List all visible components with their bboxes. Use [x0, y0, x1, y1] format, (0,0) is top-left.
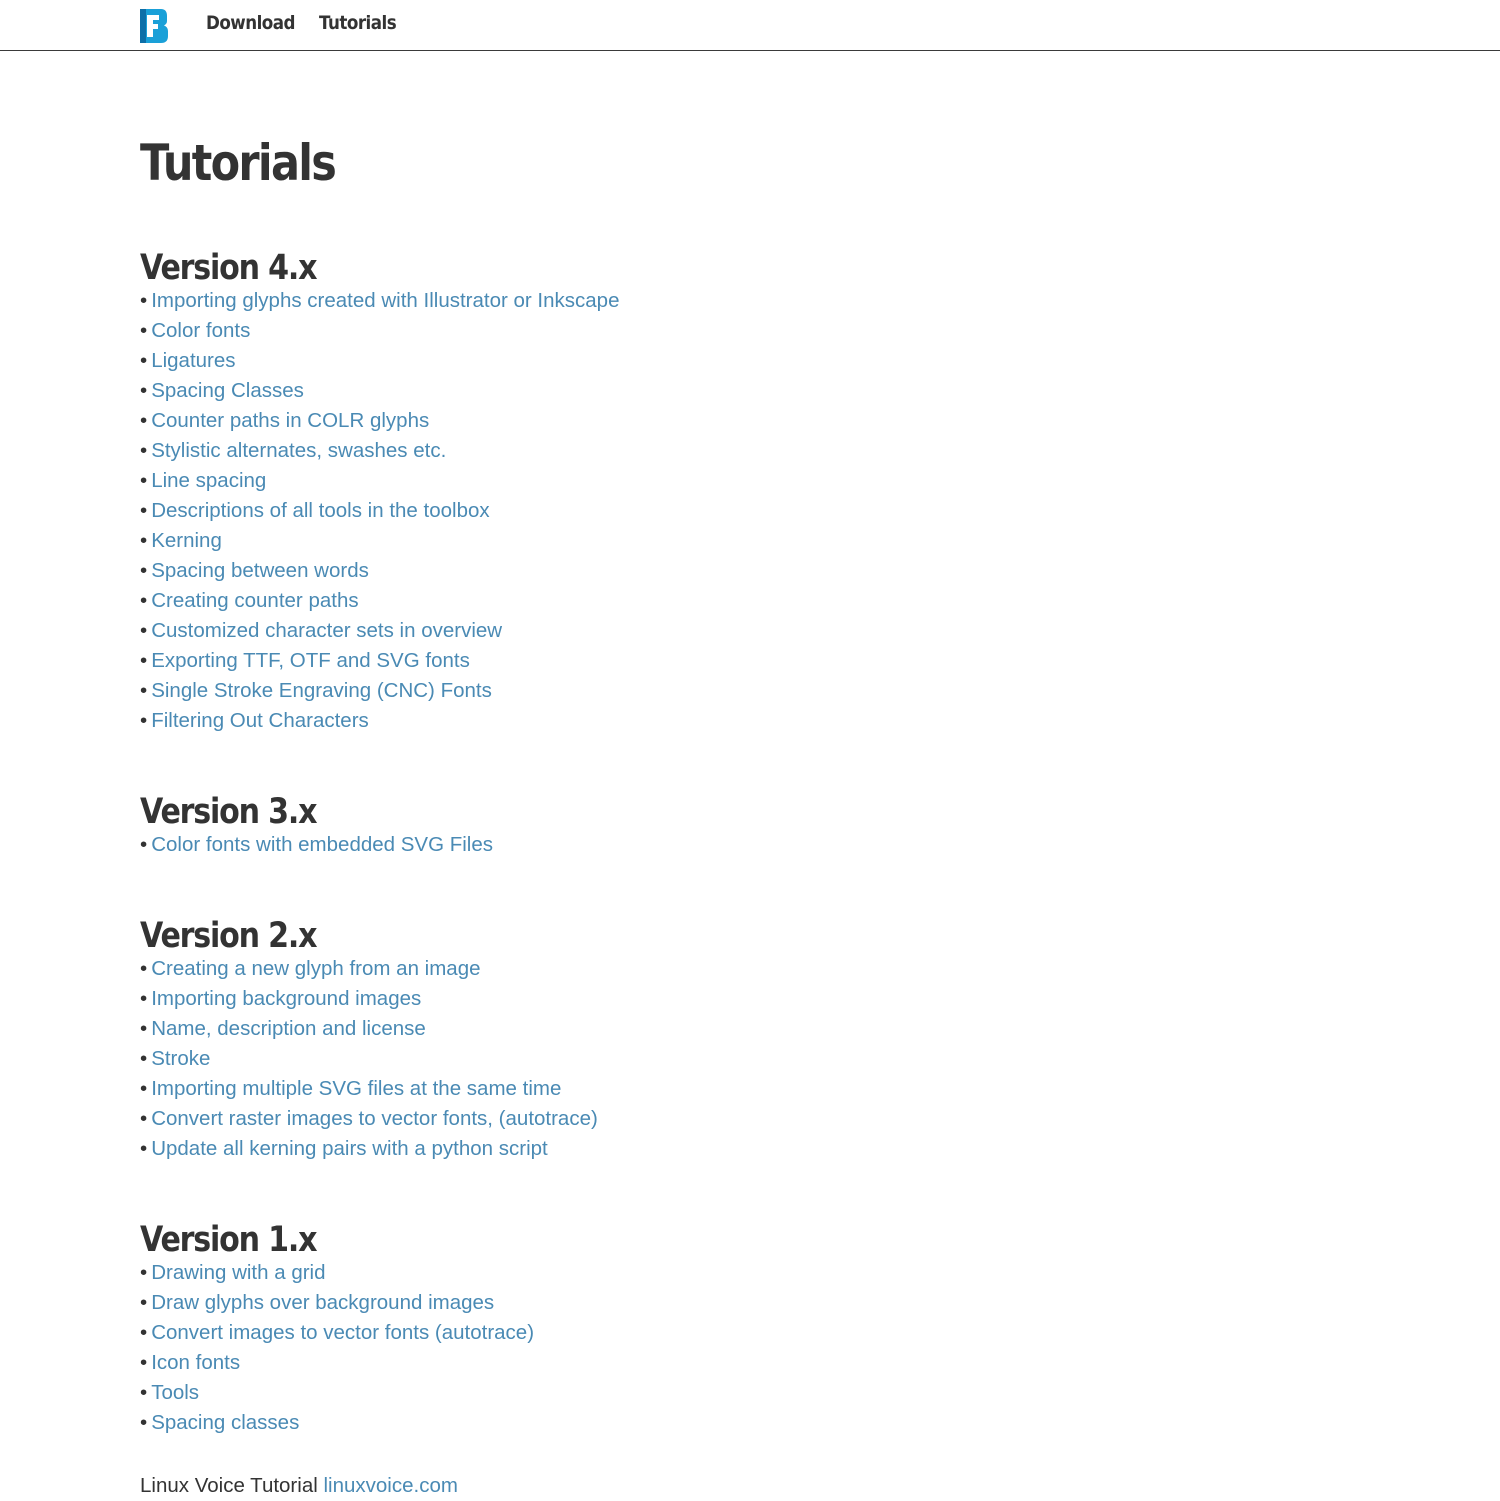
- list-item: [140, 954, 598, 984]
- list-item: [140, 316, 619, 346]
- list-item: [140, 286, 619, 316]
- list-item: [140, 1318, 534, 1348]
- tutorial-list: [140, 286, 619, 736]
- page-title: Tutorials: [140, 134, 336, 192]
- list-item: [140, 496, 619, 526]
- bullet: •: [140, 1261, 148, 1284]
- list-item: [140, 556, 619, 586]
- bullet: •: [140, 1411, 148, 1434]
- tutorial-link[interactable]: Descriptions of all tools in the toolbox: [151, 499, 490, 522]
- section-heading: Version 3.x: [140, 792, 317, 832]
- list-item: [140, 616, 619, 646]
- tutorial-link[interactable]: Single Stroke Engraving (CNC) Fonts: [151, 679, 492, 702]
- bullet: •: [140, 987, 148, 1010]
- tutorial-link[interactable]: Icon fonts: [151, 1351, 241, 1374]
- bullet: •: [140, 679, 148, 702]
- tutorial-link[interactable]: Convert raster images to vector fonts, (autotrace): [151, 1107, 598, 1130]
- bullet: •: [140, 957, 148, 980]
- list-item: [140, 466, 619, 496]
- tutorial-link[interactable]: Ligatures: [151, 349, 236, 372]
- tutorial-link[interactable]: Kerning: [151, 529, 222, 552]
- bullet: •: [140, 619, 148, 642]
- list-item: [140, 346, 619, 376]
- section-heading: Version 4.x: [140, 248, 317, 288]
- footer-text: Linux Voice Tutorial: [140, 1474, 318, 1497]
- section-version-3: [140, 792, 493, 860]
- list-item: [140, 376, 619, 406]
- bullet: •: [140, 1137, 148, 1160]
- tutorial-link[interactable]: Spacing classes: [151, 1411, 300, 1434]
- list-item: [140, 1258, 534, 1288]
- tutorial-link[interactable]: Counter paths in COLR glyphs: [151, 409, 430, 432]
- list-item: [140, 406, 619, 436]
- bullet: •: [140, 349, 148, 372]
- section-heading: Version 2.x: [140, 916, 317, 956]
- bullet: •: [140, 1107, 148, 1130]
- bullet: •: [140, 499, 148, 522]
- tutorial-link[interactable]: Color fonts: [151, 319, 251, 342]
- bullet: •: [140, 559, 148, 582]
- bullet: •: [140, 1321, 148, 1344]
- bullet: •: [140, 529, 148, 552]
- list-item: [140, 706, 619, 736]
- bullet: •: [140, 1047, 148, 1070]
- tutorial-link[interactable]: Name, description and license: [151, 1017, 426, 1040]
- bullet: •: [140, 319, 148, 342]
- tutorial-link[interactable]: Importing glyphs created with Illustrator or Inkscape: [151, 289, 620, 312]
- tutorial-link[interactable]: Creating a new glyph from an image: [151, 957, 481, 980]
- list-item: [140, 1014, 598, 1044]
- list-item: [140, 1104, 598, 1134]
- section-version-2: [140, 916, 598, 1164]
- tutorial-link[interactable]: Importing background images: [151, 987, 422, 1010]
- top-navigation-bar: [0, 0, 1500, 51]
- bullet: •: [140, 289, 148, 312]
- bullet: •: [140, 709, 148, 732]
- tutorial-link[interactable]: Color fonts with embedded SVG Files: [151, 833, 494, 856]
- bullet: •: [140, 469, 148, 492]
- bullet: •: [140, 1291, 148, 1314]
- bullet: •: [140, 439, 148, 462]
- tutorial-list: [140, 830, 493, 860]
- bullet: •: [140, 1077, 148, 1100]
- tutorial-link[interactable]: Tools: [151, 1381, 200, 1404]
- section-version-1: [140, 1220, 534, 1438]
- bullet: •: [140, 833, 148, 856]
- bullet: •: [140, 589, 148, 612]
- bullet: •: [140, 379, 148, 402]
- bullet: •: [140, 1381, 148, 1404]
- tutorial-list: [140, 954, 598, 1164]
- list-item: [140, 676, 619, 706]
- bullet: •: [140, 1351, 148, 1374]
- tutorial-link[interactable]: Draw glyphs over background images: [151, 1291, 495, 1314]
- list-item: [140, 1378, 534, 1408]
- list-item: [140, 984, 598, 1014]
- tutorial-link[interactable]: Exporting TTF, OTF and SVG fonts: [151, 649, 470, 672]
- list-item: [140, 526, 619, 556]
- list-item: [140, 1348, 534, 1378]
- tutorial-link[interactable]: Creating counter paths: [151, 589, 359, 612]
- tutorial-link[interactable]: Convert images to vector fonts (autotrace): [151, 1321, 535, 1344]
- tutorial-link[interactable]: Stroke: [151, 1047, 211, 1070]
- list-item: [140, 1074, 598, 1104]
- nav-download-link[interactable]: Download: [206, 12, 295, 34]
- tutorial-link[interactable]: Drawing with a grid: [151, 1261, 326, 1284]
- list-item: [140, 1134, 598, 1164]
- birdfont-logo-icon[interactable]: [140, 9, 168, 43]
- section-heading: Version 1.x: [140, 1220, 317, 1260]
- tutorial-link[interactable]: Spacing between words: [151, 559, 369, 582]
- list-item: [140, 646, 619, 676]
- tutorial-link[interactable]: Filtering Out Characters: [151, 709, 369, 732]
- footer-note: [140, 1471, 458, 1501]
- tutorial-list: [140, 1258, 534, 1438]
- tutorial-link[interactable]: Update all kerning pairs with a python script: [151, 1137, 548, 1160]
- tutorial-link[interactable]: Customized character sets in overview: [151, 619, 503, 642]
- tutorial-link[interactable]: Stylistic alternates, swashes etc.: [151, 439, 447, 462]
- tutorial-link[interactable]: Importing multiple SVG files at the same time: [151, 1077, 562, 1100]
- list-item: [140, 436, 619, 466]
- tutorial-link[interactable]: Line spacing: [151, 469, 267, 492]
- list-item: [140, 1044, 598, 1074]
- bullet: •: [140, 409, 148, 432]
- list-item: [140, 1408, 534, 1438]
- bullet: •: [140, 1017, 148, 1040]
- list-item: [140, 830, 493, 860]
- list-item: [140, 586, 619, 616]
- nav-tutorials-link[interactable]: Tutorials: [319, 12, 397, 34]
- bullet: •: [140, 649, 148, 672]
- tutorial-link[interactable]: Spacing Classes: [151, 379, 304, 402]
- section-version-4: [140, 248, 619, 736]
- list-item: [140, 1288, 534, 1318]
- linuxvoice-link[interactable]: linuxvoice.com: [323, 1474, 458, 1497]
